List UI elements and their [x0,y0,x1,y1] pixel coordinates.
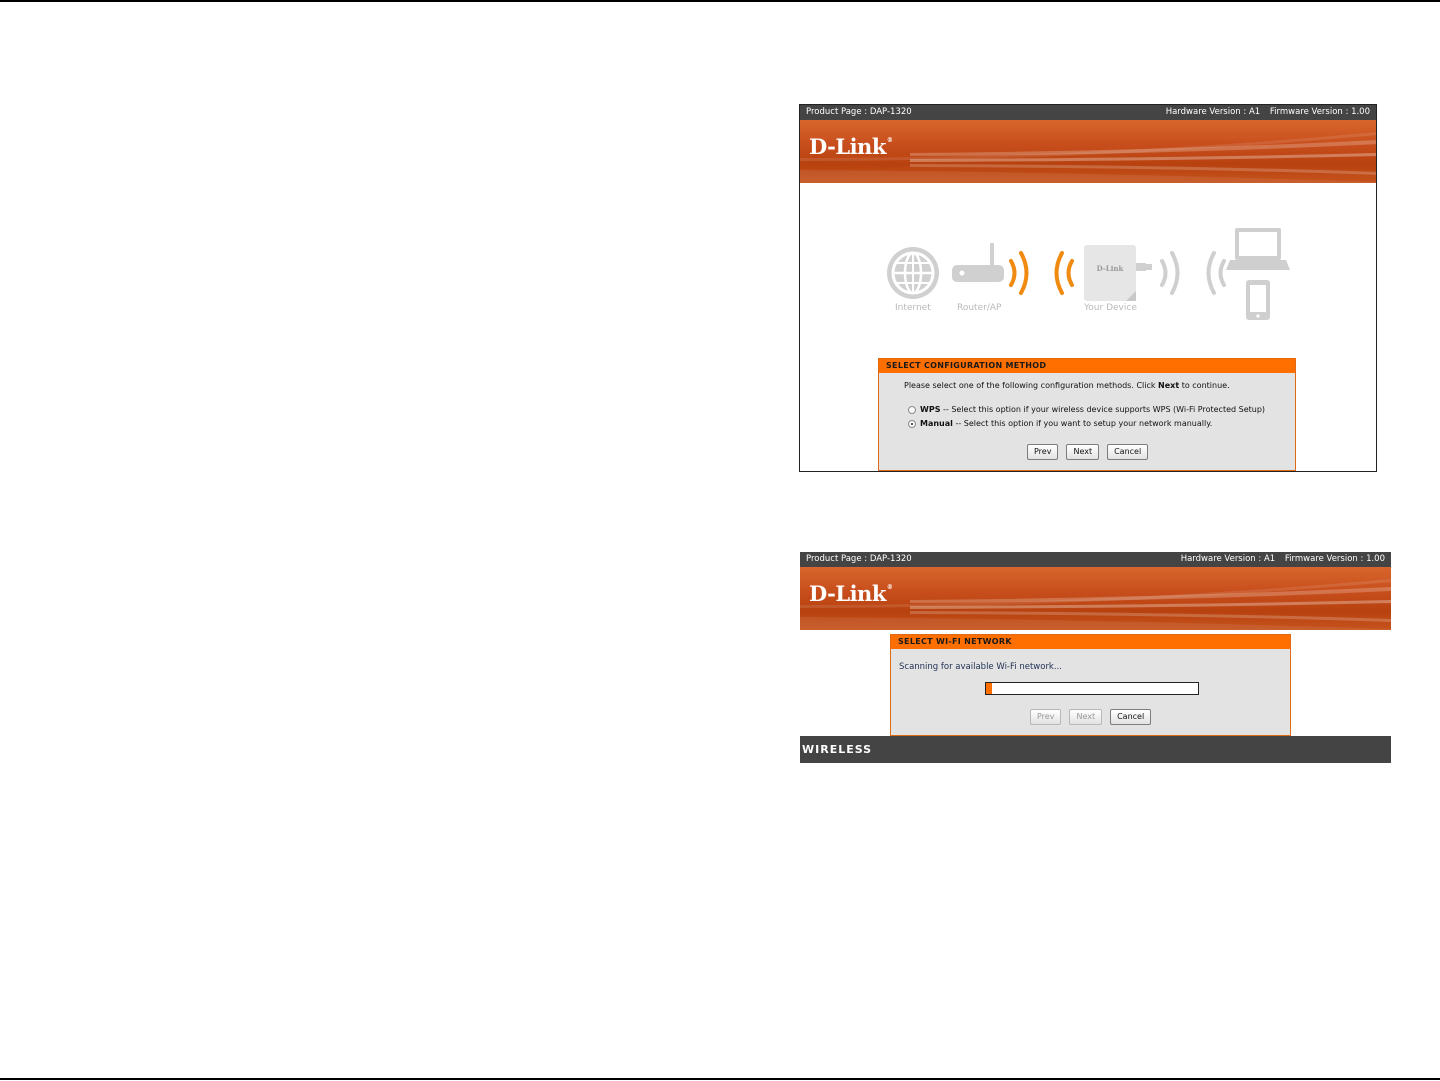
top-info-bar [800,105,1376,120]
svg-text:D-Link: D-Link [1096,264,1124,273]
phone-icon [1246,280,1270,320]
scan-status-text: Scanning for available Wi-Fi network... [899,662,1062,672]
panel-title: SELECT CONFIGURATION METHOD [879,359,1295,373]
extender-icon [1084,245,1152,301]
next-button[interactable]: Next [1066,444,1099,460]
instruction-text: Please select one of the following configuration methods. Click Next to continue. [904,381,1230,390]
manual-option[interactable]: Manual -- Select this option if you want to setup your network manually. [908,419,1212,428]
prev-button[interactable]: Prev [1027,444,1058,460]
page-top-rule [0,0,1440,2]
brand-banner [800,567,1391,630]
laptop-icon [1226,228,1290,270]
product-page-label: Product Page : DAP-1320 [806,107,912,117]
prev-button[interactable]: Prev [1030,709,1061,725]
hardware-version: Hardware Version : A1 [1180,554,1276,564]
wps-radio[interactable] [908,406,916,414]
progress-fill [986,683,992,694]
wifi-network-panel [890,634,1291,736]
dlink-logo: D-Link® [809,134,893,159]
panel-title: SELECT WI-FI NETWORK [891,635,1290,649]
page-bottom-rule [0,1078,1440,1080]
router-icon [952,243,1004,282]
scan-progress-bar [985,682,1199,695]
router-label: Router/AP [957,303,1002,313]
firmware-version: Firmware Version : 1.00 [1284,554,1385,564]
cancel-button[interactable]: Cancel [1107,444,1148,460]
cancel-button[interactable]: Cancel [1110,709,1151,725]
wireless-signal-icon [1011,253,1072,293]
button-row [1030,709,1151,725]
manual-radio[interactable] [908,420,916,428]
button-row [1027,444,1148,460]
firmware-version: Firmware Version : 1.00 [1269,107,1370,117]
product-page-label: Product Page : DAP-1320 [806,554,912,564]
network-diagram [880,223,1300,323]
top-info-bar [800,552,1391,567]
hardware-version: Hardware Version : A1 [1165,107,1261,117]
wireless-footer: WIRELESS [800,736,1391,763]
config-method-screenshot [799,104,1377,472]
brand-banner [800,120,1376,183]
dlink-logo: D-Link® [809,581,893,606]
config-method-panel [878,358,1296,471]
wifi-scan-screenshot [800,552,1391,763]
your-device-label: Your Device [1084,303,1137,313]
globe-icon [887,247,939,299]
wps-option[interactable]: WPS -- Select this option if your wireless device supports WPS (Wi-Fi Protected Setup) [908,405,1265,414]
internet-label: Internet [895,303,931,313]
next-button[interactable]: Next [1069,709,1102,725]
